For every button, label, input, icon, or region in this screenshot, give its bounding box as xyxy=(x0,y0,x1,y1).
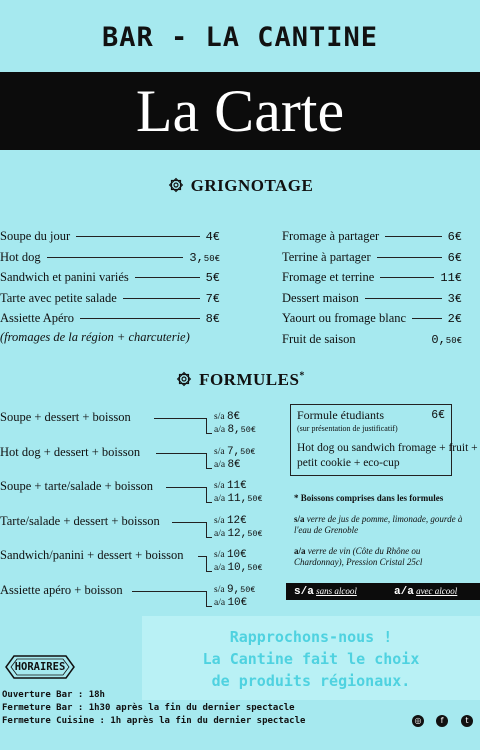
bracket-foot xyxy=(206,571,212,572)
menu-item-label: Assiette Apéro xyxy=(0,311,74,325)
bracket-foot xyxy=(206,606,212,607)
grignotage-title: GRIGNOTAGE xyxy=(190,176,314,195)
drinks-included-title: * Boissons comprises dans les formules xyxy=(294,493,444,503)
menu-item-price: 3,50€ xyxy=(189,250,220,265)
menu-item xyxy=(282,270,462,285)
formula-label: Sandwich/panini + dessert + boisson xyxy=(0,548,184,562)
formula-label: Soupe + tarte/salade + boisson xyxy=(0,479,153,493)
formula-label: Soupe + dessert + boisson xyxy=(0,410,131,424)
formula-price-sans-alcool: s/a 9,50€ xyxy=(214,583,256,596)
leader-line xyxy=(132,591,206,592)
menu-item-price: 6€ xyxy=(447,250,462,265)
menu-item-label: Sandwich et panini variés xyxy=(0,270,129,284)
promo-banner xyxy=(142,616,480,700)
bracket-line xyxy=(206,453,207,469)
menu-item xyxy=(0,311,220,326)
bar-title: BAR - LA CANTINE xyxy=(101,22,379,53)
menu-item-label: Fromage à partager xyxy=(282,229,380,243)
formula-price-avec-alcool: a/a 8,50€ xyxy=(214,424,256,436)
leader-line xyxy=(412,318,442,319)
hours-kitchen-close: Fermeture Cuisine : 1h après la fin du dernier spectacle xyxy=(2,716,306,726)
menu-item-label: Dessert maison xyxy=(282,290,359,305)
menu-item-label: Soupe du jour xyxy=(0,229,71,243)
student-formula-box xyxy=(290,404,478,476)
formula-price-avec-alcool: a/a 12,50€ xyxy=(214,527,263,540)
menu-item xyxy=(0,250,220,265)
formules-title: FORMULES xyxy=(199,370,300,389)
carte-title: La Carte xyxy=(0,72,480,150)
leader-line xyxy=(380,277,434,278)
menu-item-label: Fromage et terrine xyxy=(282,270,375,284)
leader-line xyxy=(76,236,199,237)
menu-item-price: 4€ xyxy=(205,230,220,244)
bracket-foot xyxy=(206,433,212,434)
drinks-aa-desc: verre de vin (Côte du Rhône ou Chardonnay), Pression Cristal 25cl xyxy=(294,546,423,567)
menu-item-price: 0,50€ xyxy=(431,332,462,347)
leader-line xyxy=(154,418,206,419)
formula-item xyxy=(0,514,280,546)
bracket-line xyxy=(206,487,207,503)
menu-item xyxy=(0,291,220,306)
menu-item-price: 5€ xyxy=(205,271,220,285)
formula-price-sans-alcool: s/a 8€ xyxy=(214,411,241,423)
bracket-line xyxy=(206,418,207,434)
menu-item-label: Hot dog xyxy=(0,249,41,264)
horaires-badge xyxy=(4,654,76,680)
bracket-foot xyxy=(206,537,212,538)
formula-item xyxy=(0,583,280,615)
bracket-line xyxy=(206,522,207,538)
leader-line xyxy=(172,522,206,523)
promo-line: La Cantine fait le choix xyxy=(202,650,420,668)
facebook-icon[interactable]: f xyxy=(436,715,448,727)
assiette-note: (fromages de la région + charcuterie) xyxy=(0,330,190,344)
menu-item xyxy=(282,250,462,265)
hours-bar-close: Fermeture Bar : 1h30 après la fin du dernier spectacle xyxy=(2,703,295,713)
formula-label: Assiette apéro + boisson xyxy=(0,582,123,597)
formula-price-avec-alcool: a/a 10,50€ xyxy=(214,562,263,574)
leader-line xyxy=(123,298,200,299)
grignotage-heading xyxy=(0,176,480,196)
formula-label: Hot dog + dessert + boisson xyxy=(0,444,141,459)
leader-line xyxy=(135,277,200,278)
menu-item-label: Yaourt ou fromage blanc xyxy=(282,311,407,325)
promo-line: de produits régionaux. xyxy=(211,672,411,690)
student-title: Formule étudiants xyxy=(297,408,384,422)
menu-item-price: 3€ xyxy=(447,291,462,306)
drinks-sa-desc: verre de jus de pomme, limonade, gourde à l'eau de Grenoble xyxy=(294,514,463,535)
leader-line xyxy=(80,318,200,319)
formula-price-sans-alcool: s/a 12€ xyxy=(214,514,247,527)
student-description: Hot dog ou sandwich fromage + fruit + petit cookie + eco-cup xyxy=(297,442,478,469)
formula-item xyxy=(0,410,280,442)
leader-line xyxy=(385,236,441,237)
bracket-foot xyxy=(206,502,212,503)
leader-line xyxy=(198,556,206,557)
menu-item-price: 2€ xyxy=(447,312,462,326)
menu-item-price: 6€ xyxy=(447,230,462,244)
menu-item-label: Fruit de saison xyxy=(282,331,356,346)
instagram-icon[interactable]: ◎ xyxy=(412,715,424,727)
student-subtitle: (sur présentation de justificatif) xyxy=(297,424,398,433)
bracket-line xyxy=(206,556,207,572)
horaires-label: HORAIRES xyxy=(14,661,66,673)
drinks-sa-note xyxy=(294,514,464,536)
menu-item xyxy=(0,229,220,244)
menu-item-price: 11€ xyxy=(440,271,462,285)
flower-icon xyxy=(167,176,185,194)
leader-line xyxy=(156,453,206,454)
legend-sa: s/a sans alcool xyxy=(294,586,357,598)
formula-item xyxy=(0,479,280,511)
formula-price-avec-alcool: a/a 8€ xyxy=(214,458,241,471)
menu-item xyxy=(282,332,462,347)
leader-line xyxy=(377,257,442,258)
menu-item-price: 7€ xyxy=(205,291,220,306)
leader-line xyxy=(166,487,206,488)
formula-price-sans-alcool: s/a 10€ xyxy=(214,549,247,561)
menu-item xyxy=(282,291,462,306)
formula-price-avec-alcool: a/a 11,50€ xyxy=(214,493,263,505)
menu-item-price: 8€ xyxy=(205,312,220,326)
formula-price-avec-alcool: a/a 10€ xyxy=(214,596,248,609)
drinks-aa-note xyxy=(294,546,464,568)
formula-label: Tarte/salade + dessert + boisson xyxy=(0,513,160,528)
menu-item-label: Terrine à partager xyxy=(282,249,371,264)
drinks-sa-key: s/a xyxy=(294,514,305,524)
menu-item-label: Tarte avec petite salade xyxy=(0,290,117,305)
hours-opening: Ouverture Bar : 18h xyxy=(2,690,105,700)
flower-icon xyxy=(175,370,193,388)
student-price: 6€ xyxy=(431,409,445,422)
promo-line: Rapprochons-nous ! xyxy=(229,628,393,646)
formula-price-sans-alcool: s/a 11€ xyxy=(214,480,247,492)
bracket-line xyxy=(206,591,207,607)
leader-line xyxy=(47,257,184,258)
formules-heading xyxy=(0,370,480,390)
leader-line xyxy=(365,298,442,299)
alcohol-legend xyxy=(286,583,480,600)
twitter-icon[interactable]: t xyxy=(461,715,473,727)
menu-item xyxy=(282,229,462,244)
menu-item xyxy=(0,270,220,285)
formules-asterisk: * xyxy=(299,370,305,382)
drinks-aa-key: a/a xyxy=(294,546,306,556)
legend-aa: a/a avec alcool xyxy=(394,586,458,598)
bracket-foot xyxy=(206,468,212,469)
formula-item xyxy=(0,548,280,580)
formula-price-sans-alcool: s/a 7,50€ xyxy=(214,445,256,458)
menu-item xyxy=(282,311,462,326)
formula-item xyxy=(0,445,280,477)
